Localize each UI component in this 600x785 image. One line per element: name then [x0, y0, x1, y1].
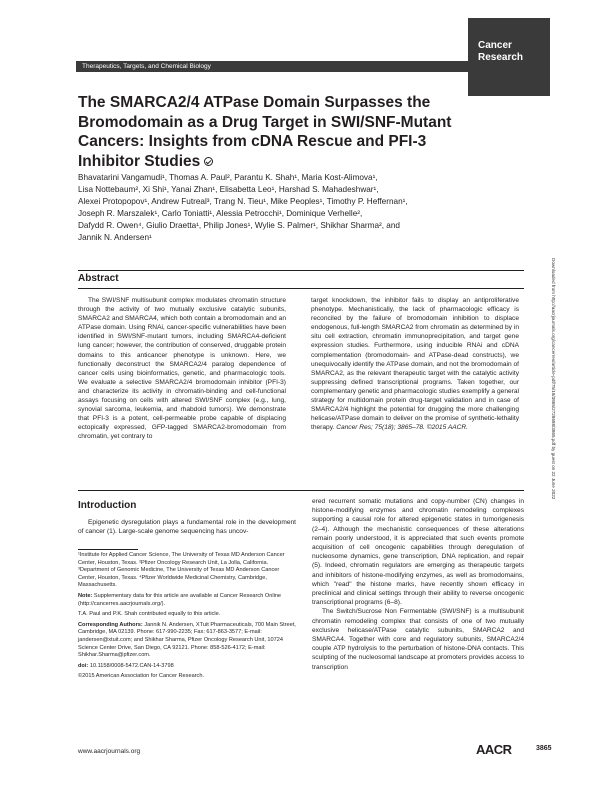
journal-name-line1: Cancer [478, 40, 512, 51]
article-title [78, 93, 458, 171]
abstract-paragraph: The SWI/SNF multisubunit complex modulates chromatin structure through the activity of two mutually exclusive catalytic subunits, SMARCA2 and SMARCA4, which both contain a bromodomain and an ATPase domain. Using RNAi, cancer-specific vulnerabilities have been identified in SWI/SNF-mutant tumors, including SMARCA4-deficient lung cancer; however, the contribution of conserved, druggable protein domains to this anticancer phenotype is unknown. Here, we functionally deconstruct the SMARCA2/4 paralog dependence of cancer cells using bioinformatics, genetic, and pharmacologic tools. We evaluate a selective SMARCA2/4 bromodomain inhibitor (PFI-3) and characterize its activity in chromatin-binding and cell-functional assays focusing on cells with altered SWI/SNF complex (e.g., lung, synovial sarcoma, leukemia, and rhabdoid tumors). We demonstrate that PFI-3 is a potent, cell-permeable probe capable of displacing ectopically expressed, GFP-tagged SMARCA2-bromodomain from chromatin, yet contrary to [78, 297, 286, 441]
journal-brand-block [468, 18, 550, 96]
author-line: Alexei Protopopov¹, Andrew Futreal³, Trang N. Tieu¹, Mike Peoples¹, Timothy P. Heffernan¹, [78, 197, 408, 206]
doi-label: doi: [78, 662, 89, 669]
abstract-column-2 [311, 296, 519, 432]
note-text: Supplementary data for this article are available at Cancer Research Online (http://cancerres.aacrjournals.org/). [78, 592, 282, 607]
article-title-text: The SMARCA2/4 ATPase Domain Surpasses the Bromodomain as a Drug Target in SWI/SNF-Mutant Cancers: Insights from cDNA Rescue and PFI-3 Inhibitor Studies [78, 94, 452, 170]
corresponding-label: Corresponding Authors: [78, 621, 143, 628]
article-notes [78, 552, 298, 684]
journal-name [478, 40, 523, 64]
introduction-left-text [78, 518, 296, 536]
copyright: ©2015 American Association for Cancer Research. [78, 673, 205, 680]
supplementary-note [78, 593, 298, 608]
abstract-paragraph: target knockdown, the inhibitor fails to display an antiproliferative phenotype. Mechanistically, the lack of pharmacologic efficacy is reconciled by the failure of bromodomain inhibition to displace endogenous, full-length SMARCA2 from chromatin as determined by in situ cell extraction, chromatin immunoprecipitation, and target gene expression studies. Furthermore, using inducible RNAi and cDNA complementation (bromodomain- and ATPase-dead constructs), we unequivocally identify the ATPase domain, and not the bromodomain of SMARCA2, as the relevant therapeutic target with the catalytic activity suppressing defined transcriptional programs. Taken together, our complementary genetic and pharmacologic studies exemplify a general strategy for multidomain protein drug-target validation and in case of SMARCA2/4 highlight the potential for drugging the more challenging helicase/ATPase domain to deliver on the promise of synthetic-lethality therapy. [311, 297, 519, 432]
footer-url[interactable]: www.aacrjournals.org [78, 748, 141, 755]
publisher-logo: AACR [476, 742, 512, 757]
author-line: Joseph R. Marszalek¹, Carlo Toniatti¹, Alessia Petrocchi¹, Dominique Verhelle², [78, 209, 363, 218]
note-label: Note: [78, 592, 93, 599]
introduction-heading: Introduction [78, 500, 137, 511]
introduction-paragraph: Epigenetic dysregulation plays a fundamental role in the development of cancer (1). Large-scale genome sequencing has uncov- [78, 519, 296, 536]
section-label: Therapeutics, Targets, and Chemical Biology [82, 63, 211, 70]
author-line: Jannik N. Andersen¹ [78, 233, 152, 242]
abstract-heading: Abstract [78, 273, 119, 284]
introduction-right-text [312, 497, 524, 672]
abstract-citation: Cancer Res; 75(18); 3865–78. ©2015 AACR. [336, 424, 468, 432]
open-access-icon [204, 157, 213, 166]
abstract-bottom-rule [78, 490, 524, 491]
abstract-column-1 [78, 296, 286, 442]
corresponding-authors [78, 622, 298, 660]
abstract-top-rule [78, 270, 524, 271]
download-notice-text: Downloaded from http://aacrjournals.org/cancerres/article-pdf/75/18/3865/2728688/3865.pdf by guest on 22 June 2022 [551, 258, 556, 500]
corresponding-text: Jannik N. Andersen, XTuit Pharmaceuticals, 700 Main Street, Cambridge, MA 02139. Phone: 617-990-2235; Fax: 617-863-3577; E-mail: jandersen@xtuit.com; and Shikhar Sharma, Pfizer Oncology Research Unit, 10724 Science Center Drive, San Diego, CA 92121. Phone: 858-526-4172; E-mail: Shikhar.Sharma@pfizer.com. [78, 621, 296, 659]
author-line: Bhavatarini Vangamudi¹, Thomas A. Paul², Parantu K. Shah¹, Maria Kost-Alimova¹, [78, 173, 378, 182]
introduction-paragraph: ered recurrent somatic mutations and copy-number (CN) changes in histone-modifying enzymes and chromatin remodeling complexes supporting a causal role for altered epigenetic states in tumorigenesis (2–4). Although the mechanistic consequences of these alterations remain poorly understood, it is appreciated that such events promote acquisition of cell oncogenic capabilities through deregulation of nucleosome dynamics, gene transcription, DNA replication, and repair (5). Indeed, chromatin regulators are emerging as therapeutic targets and inhibitors of histone-modifying enzymes, as well as bromodomains, which "read" the histone marks, have recently shown efficacy in preclinical and clinical settings through their ability to reverse oncogenic transcriptional programs (6–8). [312, 498, 524, 607]
doi-text[interactable]: 10.1158/0008-5472.CAN-14-3798 [89, 662, 174, 669]
introduction-paragraph: The Switch/Sucrose Non Fermentable (SWI/SNF) is a multisubunit chromatin remodeling complex that consists of one of two mutually exclusive helicase/ATPase catalytic subunits, SMARCA2 and SMARCA4. Together with core and regulatory subunits, SMARCA2/4 couple ATP hydrolysis to the perturbation of histone-DNA contacts. This sculpting of the nucleosomal landscape at promoters provides access to transcription [312, 608, 524, 671]
journal-name-line2: Research [478, 52, 524, 63]
download-notice [548, 258, 558, 570]
affiliations: ¹Institute for Applied Cancer Science, The University of Texas MD Anderson Cancer Center, Houston, Texas. ²Pfizer Oncology Research Unit, La Jolla, California. ³Department of Genomic Medicine, The University of Texas MD Anderson Cancer Center, Houston, Texas. ⁴Pfizer Worldwide Medicinal Chemistry, Cambridge, Massachusetts. [78, 552, 285, 589]
author-line: Lisa Nottebaum², Xi Shi¹, Yanai Zhan¹, Elisabetta Leo¹, Harshad S. Mahadeshwar¹, [78, 185, 379, 194]
notes-rule [78, 549, 138, 550]
author-line: Dafydd R. Owen⁴, Giulio Draetta¹, Philip Jones¹, Wylie S. Palmer¹, Shikhar Sharma², and [78, 221, 400, 230]
author-list [78, 172, 464, 244]
section-bar [76, 61, 468, 72]
equal-contribution-note: T.A. Paul and P.K. Shah contributed equally to this article. [78, 611, 221, 618]
page-number: 3865 [536, 745, 552, 752]
doi [78, 663, 298, 671]
abstract-heading-rule [78, 288, 524, 289]
